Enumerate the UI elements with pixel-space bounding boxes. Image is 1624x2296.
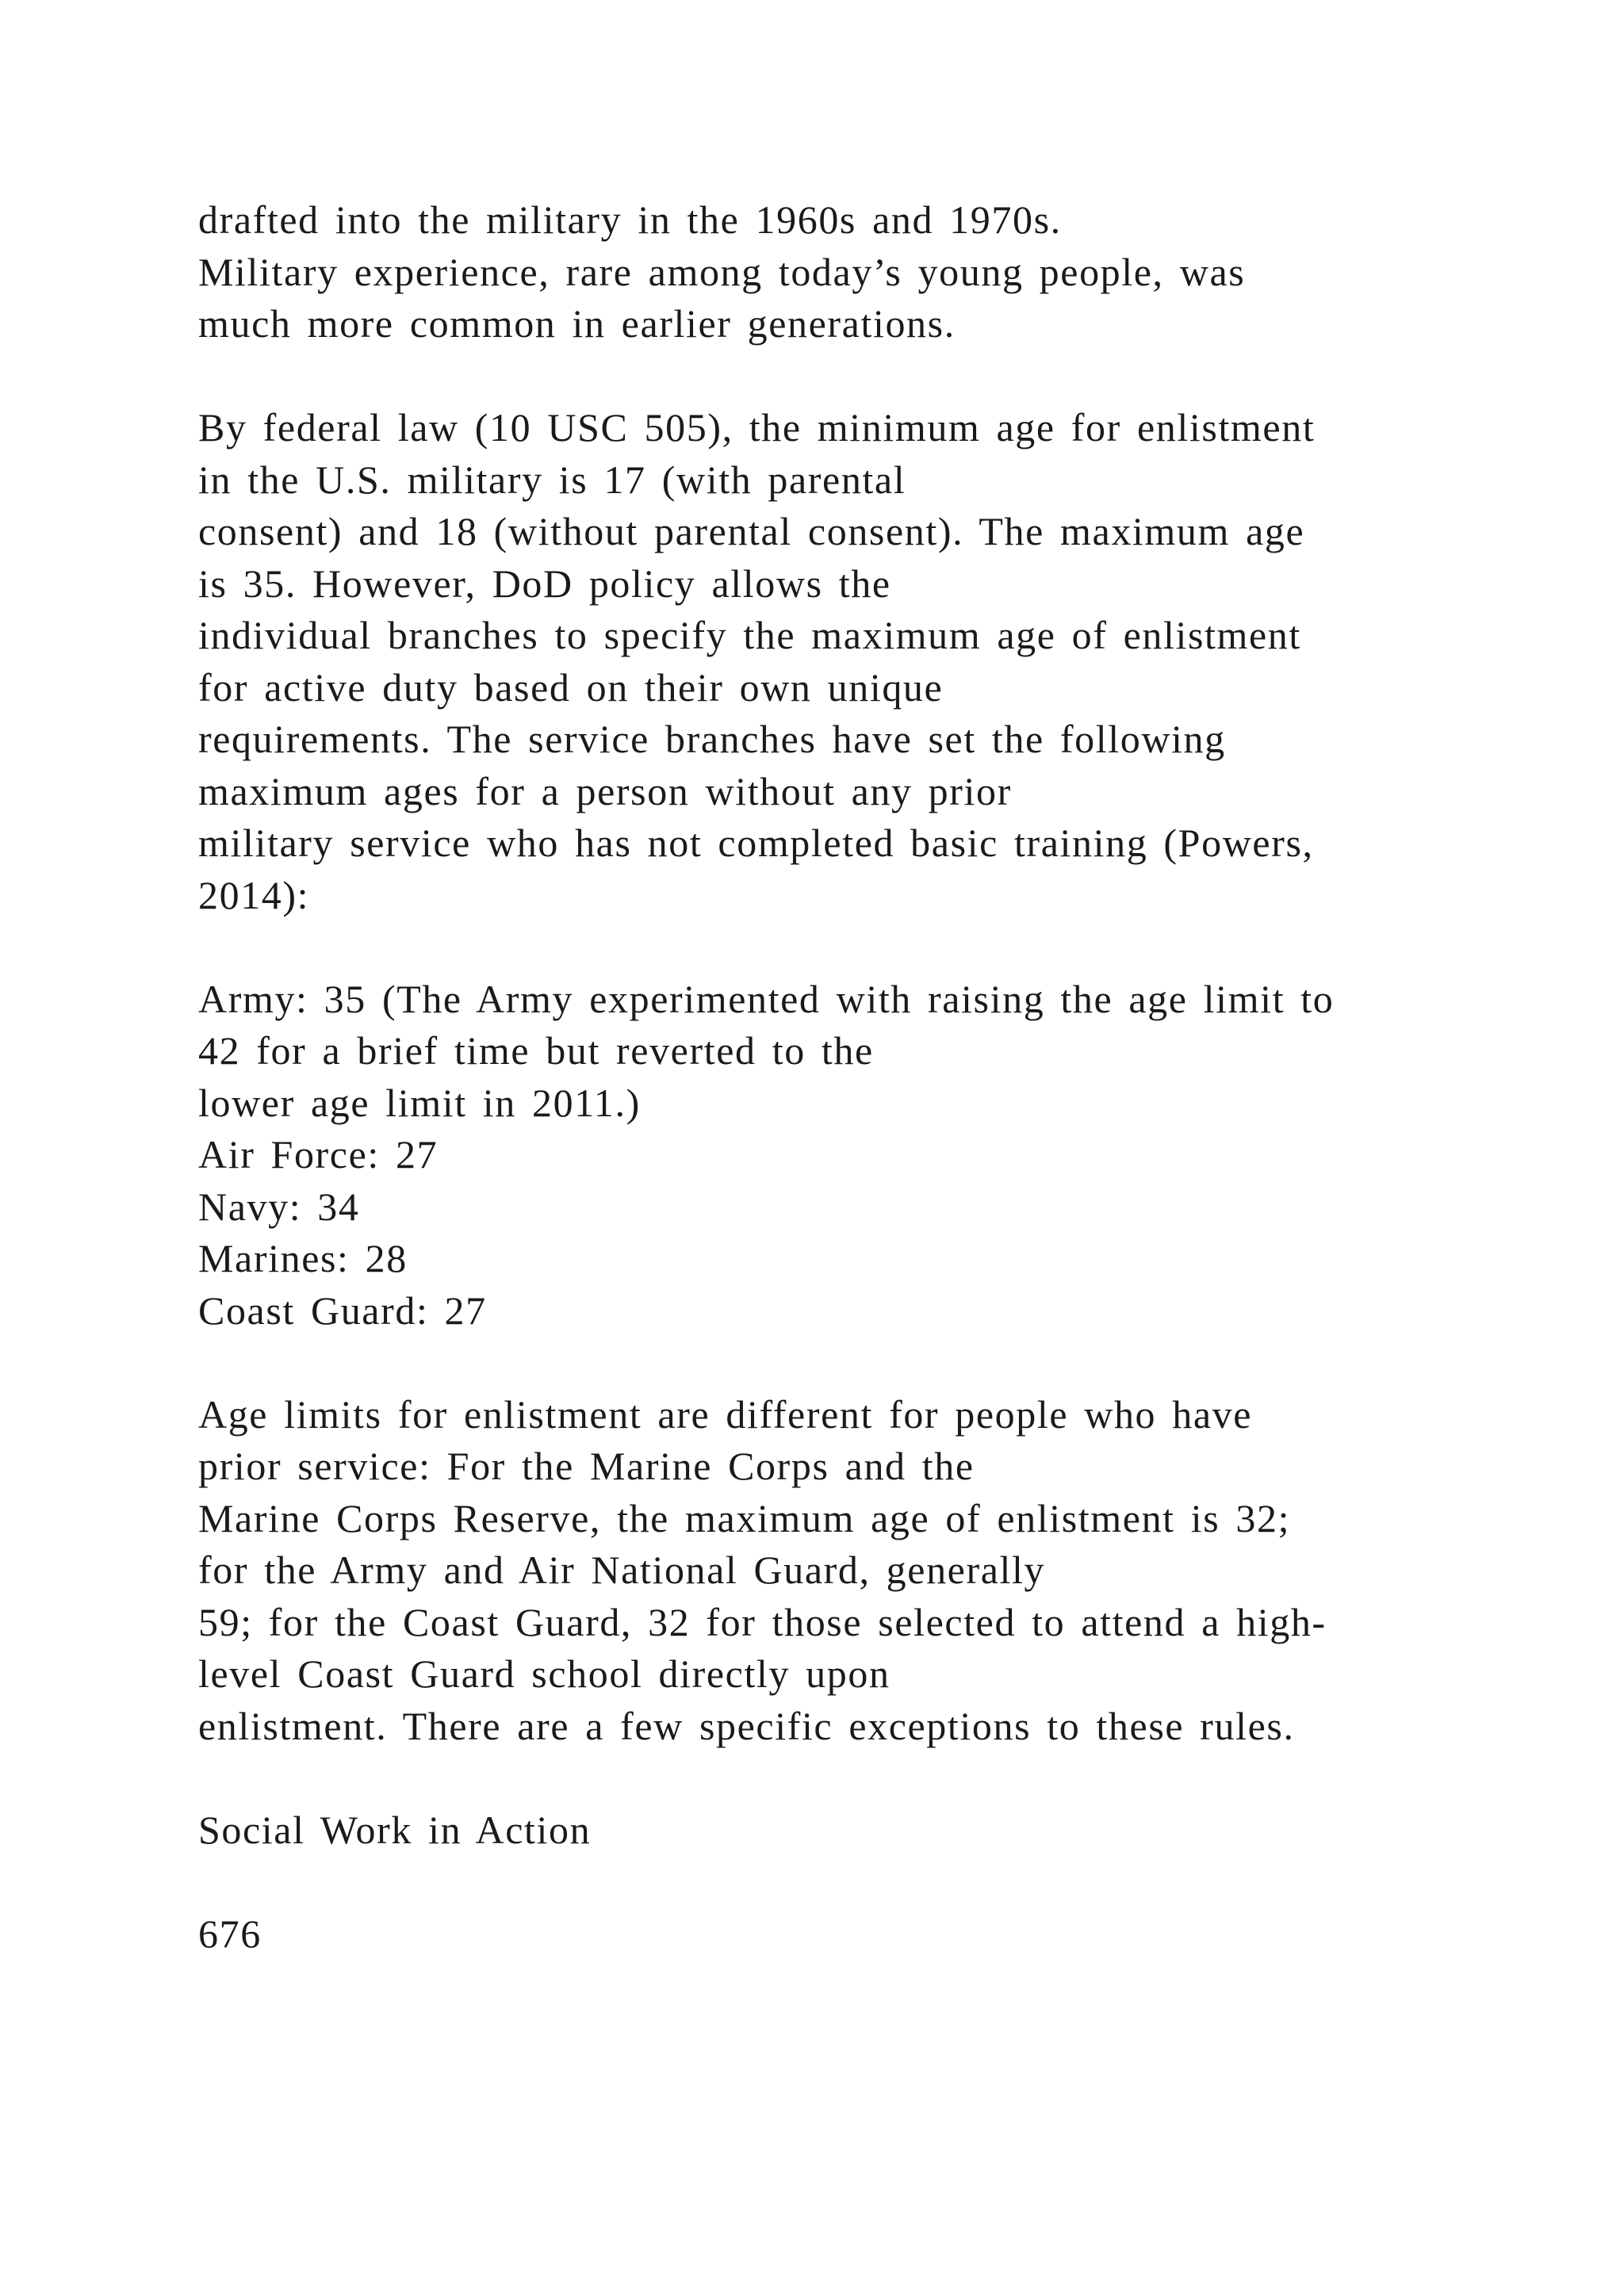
paragraph-spacer	[198, 921, 1562, 974]
federal-law-paragraph	[198, 402, 1562, 921]
paragraph-spacer	[198, 1856, 1562, 1908]
paragraph-spacer	[198, 1752, 1562, 1804]
text-line: individual branches to specify the maximum age of enlistment	[198, 613, 1301, 657]
list-item-army-continued: 42 for a brief time but reverted to the	[198, 1028, 874, 1073]
text-line: in the U.S. military is 17 (with parental	[198, 457, 906, 502]
text-line: maximum ages for a person without any prior	[198, 768, 1012, 813]
text-line: for the Army and Air National Guard, generally	[198, 1548, 1046, 1592]
text-line: much more common in earlier generations.	[198, 301, 956, 346]
body-text	[198, 194, 1562, 1960]
paragraph-spacer	[198, 1337, 1562, 1389]
list-item-marines: Marines: 28	[198, 1236, 408, 1280]
text-line: 2014):	[198, 872, 310, 917]
text-line: drafted into the military in the 1960s and 1970s.	[198, 197, 1062, 242]
text-line: level Coast Guard school directly upon	[198, 1651, 891, 1696]
page-number: 676	[198, 1911, 262, 1956]
prior-service-paragraph	[198, 1389, 1562, 1753]
text-line: consent) and 18 (without parental consent). The maximum age	[198, 509, 1305, 553]
branch-age-list	[198, 974, 1562, 1337]
text-line: prior service: For the Marine Corps and the	[198, 1444, 975, 1488]
text-line: Age limits for enlistment are different for people who have	[198, 1391, 1253, 1437]
text-line: enlistment. There are a few specific exceptions to these rules.	[198, 1703, 1295, 1748]
text-line: 59; for the Coast Guard, 32 for those selected to attend a high-	[198, 1599, 1327, 1644]
text-line: requirements. The service branches have set the following	[198, 717, 1226, 761]
text-line: By federal law (10 USC 505), the minimum age for enlistment	[198, 405, 1316, 450]
running-title: Social Work in Action	[198, 1807, 592, 1852]
list-item-air-force: Air Force: 27	[198, 1132, 439, 1177]
intro-paragraph	[198, 194, 1562, 350]
text-line: Military experience, rare among today’s young people, was	[198, 249, 1246, 294]
text-line: is 35. However, DoD policy allows the	[198, 561, 891, 606]
list-item-army-continued: lower age limit in 2011.)	[198, 1080, 641, 1125]
list-item-coast-guard: Coast Guard: 27	[198, 1288, 487, 1333]
paragraph-spacer	[198, 350, 1562, 403]
list-item-army: Army: 35 (The Army experimented with raising the age limit to	[198, 976, 1335, 1021]
text-line: military service who has not completed basic training (Powers,	[198, 821, 1314, 865]
list-item-navy: Navy: 34	[198, 1184, 360, 1229]
text-line: for active duty based on their own unique	[198, 664, 944, 710]
text-line: Marine Corps Reserve, the maximum age of enlistment is 32;	[198, 1495, 1291, 1540]
